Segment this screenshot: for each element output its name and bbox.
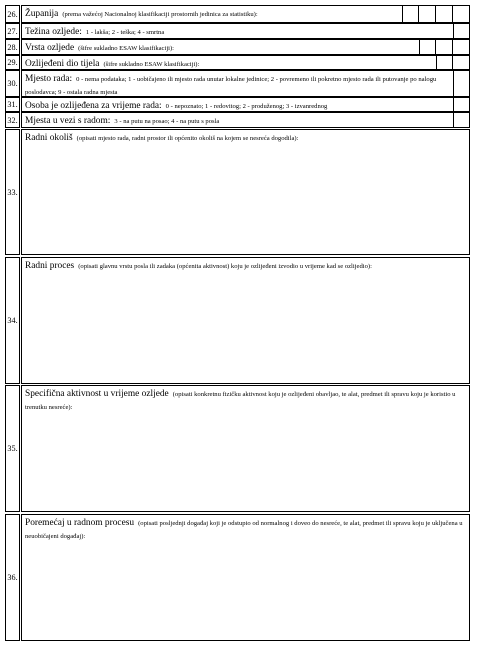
work-location-field <box>21 70 470 97</box>
field-note: (opisati konkretnu fizičku aktivnost koju je ozlijeđeni obavljao, te alat, predmet ili spravu koju je koristio u trenutku nesreće): <box>25 391 456 411</box>
row-number: 29. <box>5 55 20 70</box>
code-boxes <box>453 23 470 39</box>
field-note: (opisati mjesto rada, radni prostor ili općenito okoliš na kojem se nesreća dogodila): <box>76 135 299 142</box>
row-number: 33. <box>5 129 20 255</box>
code-box[interactable] <box>453 5 470 23</box>
code-box[interactable] <box>453 23 470 39</box>
injury-type-field <box>21 39 470 55</box>
code-boxes <box>453 70 470 97</box>
code-boxes <box>402 5 470 23</box>
code-box[interactable] <box>453 112 470 128</box>
code-box[interactable] <box>402 5 419 23</box>
commute-field <box>21 112 470 128</box>
field-title: Mjesta u vezi s radom: <box>25 116 111 126</box>
injured-body-part-field <box>21 55 470 70</box>
code-box[interactable] <box>436 39 453 55</box>
row-number: 31. <box>5 97 20 112</box>
field-title: Težina ozljede: <box>25 27 82 37</box>
field-note: 3 - na putu na posao; 4 - na putu s posla <box>114 118 220 125</box>
field-note: 0 - nema podataka; 1 - uobičajeno ili mjesto rada unutar lokalne jedinice; 2 - povremeno ili pokretno mjesto rada ili putovanje po nalogu poslodavca; 9 - ostala radna mjesta <box>25 76 437 96</box>
field-title: Poremećaj u radnom procesu <box>25 518 135 528</box>
form-row-32 <box>5 112 470 128</box>
row-number: 26. <box>5 5 20 23</box>
code-box[interactable] <box>453 55 470 70</box>
injury-severity-field <box>21 23 470 39</box>
field-note: (opisati posljednji događaj koji je odstupio od normalnog i doveo do nesreće, te alat, predmet ili spravu koju je uključena u neuobičajeni događaj): <box>25 520 463 540</box>
field-note: (šifre sukladno ESAW klasifikaciji): <box>78 45 175 52</box>
code-box[interactable] <box>436 55 453 70</box>
code-box[interactable] <box>453 70 470 97</box>
specific-activity-field[interactable] <box>21 385 470 512</box>
code-boxes <box>453 112 470 128</box>
field-note: (opisati glavnu vrstu posla ili zadaka (općenita aktivnost) koju je ozlijeđeni izvodio u vrijeme kad se ozlijedio): <box>78 263 372 270</box>
field-title: Vrsta ozljede <box>25 43 75 53</box>
field-note: (šifre sukladno ESAW klasifikaciji): <box>103 61 200 68</box>
row-number: 32. <box>5 112 20 128</box>
code-boxes <box>436 55 470 70</box>
code-boxes <box>419 39 470 55</box>
process-deviation-field[interactable] <box>21 514 470 641</box>
code-box[interactable] <box>453 39 470 55</box>
code-box[interactable] <box>419 39 436 55</box>
field-title: Osoba je ozlijeđena za vrijeme rada: <box>25 101 162 111</box>
row-number: 35. <box>5 385 20 512</box>
row-number: 27. <box>5 23 20 39</box>
row-number: 28. <box>5 39 20 55</box>
form-row-28 <box>5 39 470 55</box>
field-title: Radni okoliš <box>25 133 73 143</box>
field-note: 1 - lakša; 2 - teška; 4 - smrtna <box>85 29 165 36</box>
code-box[interactable] <box>419 5 436 23</box>
work-process-field[interactable] <box>21 257 470 384</box>
field-title: Radni proces <box>25 261 75 271</box>
code-box[interactable] <box>436 5 453 23</box>
form-row-30 <box>5 70 470 97</box>
form-row-26 <box>5 5 470 23</box>
form-row-36 <box>5 514 470 641</box>
form-row-34 <box>5 257 470 384</box>
field-title: Županija <box>25 9 59 19</box>
field-title: Ozlijeđeni dio tijela <box>25 59 100 69</box>
field-title: Mjesto rada: <box>25 74 73 84</box>
code-box[interactable] <box>453 97 470 112</box>
code-boxes <box>453 97 470 112</box>
form-row-31 <box>5 97 470 112</box>
row-number: 34. <box>5 257 20 384</box>
row-number: 36. <box>5 514 20 641</box>
form-row-33 <box>5 129 470 255</box>
row-number: 30. <box>5 70 20 97</box>
field-title: Specifična aktivnost u vrijeme ozljede <box>25 389 169 399</box>
working-time-field <box>21 97 470 112</box>
field-note: (prema važećoj Nacionalnoj klasifikaciji prostornih jedinica za statistiku): <box>62 11 258 18</box>
field-note: 0 - nepoznato; 1 - redovitog; 2 - produženog; 3 - izvanrednog <box>165 103 328 110</box>
work-environment-field[interactable] <box>21 129 470 255</box>
form-row-35 <box>5 385 470 512</box>
